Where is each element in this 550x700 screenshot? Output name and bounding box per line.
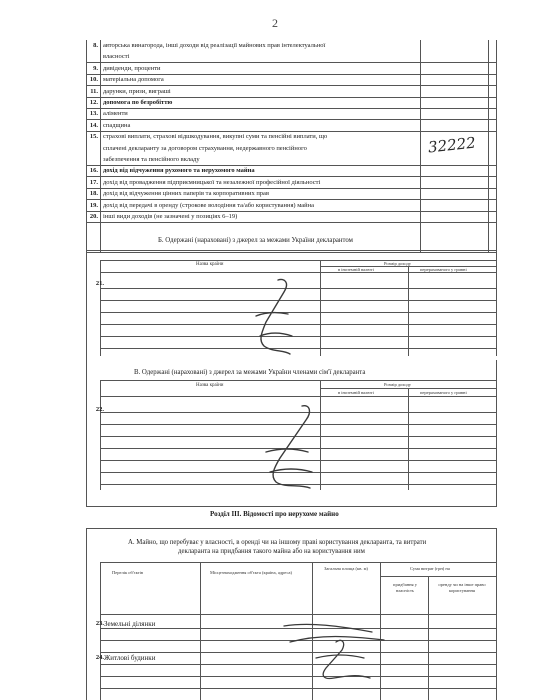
col-location-label: Місцезнаходження об'єкта (країна, адреса) [210,570,293,575]
grid-line [86,211,497,212]
section-b-title: Б. Одержані (нараховані) з джерел за межами України декларантом [158,237,353,244]
handwritten-income-value: 32222 [427,133,477,157]
grid-line [100,562,101,700]
row-number: 17. [89,178,98,186]
row-number: 11. [90,87,98,95]
grid-line [200,562,201,700]
page-number: 2 [272,16,278,30]
row-number: 10. [89,76,98,84]
income-row-label: власності [103,53,130,61]
row-number: 13. [89,110,98,118]
col-buy-label: придбання у власність [393,582,417,593]
grid-line [86,222,497,223]
income-row-label: спадщина [103,121,131,129]
col-country-label: Назва країни [196,383,224,388]
grid-line [408,266,409,356]
row-number: 15. [89,133,98,141]
income-row-label: дивіденди, проценти [103,64,161,72]
row-number: 18. [89,190,98,198]
section-separator [86,506,497,507]
col-received-label: в іноземній валюті [338,390,374,395]
grid-line [100,562,496,563]
grid-line [100,396,496,397]
grid-line [86,131,497,132]
strike-mark [280,612,400,684]
grid-line [100,260,101,356]
row-number: 20. [89,213,98,220]
section-v-title: В. Одержані (нараховані) з джерел за межами України членами сім'ї декларанта [134,369,366,376]
income-row-label: сплачені декларанту за договором страхування, недержавного пенсійного [103,144,307,152]
section-3-subtitle: декларанта на придбання такого майна або на користування ним [178,548,365,555]
row-number: 12. [89,99,98,106]
grid-line [86,176,497,177]
grid-line [86,188,497,189]
strike-mark [244,276,304,358]
grid-line [428,576,429,700]
column-divider-2 [420,40,421,252]
grid-line [496,250,497,356]
row-number: 9. [93,64,98,72]
income-row-label: дарунки, призи, виграші [103,87,171,95]
grid-line [408,388,409,490]
income-row-label: страхові виплати, страхові відшкодування, викупні суми та пенсійні виплати, що [103,133,328,141]
grid-line [320,260,321,356]
col-amount-label: Розмір доходу [384,382,411,387]
row-number: 8. [93,42,98,49]
section-separator [86,252,497,253]
grid-line [100,380,101,490]
property-row-label: Земельні ділянки [104,620,156,628]
col-amount-label: Розмір доходу [384,261,411,266]
grid-line [496,528,497,700]
col-received-label: в іноземній валюті [338,267,374,272]
property-row-label: Житлові будинки [104,654,156,662]
grid-line [100,688,496,689]
table-border-right [496,40,497,252]
grid-line [496,360,497,506]
grid-line [86,108,497,109]
row-number: 23. [95,620,104,627]
income-row-label: дохід від провадження підприємницької та незалежної професійної діяльності [103,178,321,186]
grid-line [100,380,496,381]
row-number: 16. [89,167,98,175]
grid-line [86,85,497,86]
grid-line [86,199,497,200]
row-number: 14. [89,121,98,129]
row-number: 24. [95,654,104,661]
income-row-label: забезпечення та пенсійного вкладу [103,156,200,163]
col-converted-label: перерахованого у гривні [420,267,467,272]
col-converted-label: перерахованого у гривні [420,390,467,395]
grid-line [86,250,497,251]
column-divider-3 [488,40,489,252]
income-row-label: матеріальна допомога [103,76,164,84]
col-object-label: Перелік об'єктів [112,570,144,575]
grid-line [86,250,87,360]
section-3-title: Розділ III. Відомості про нерухоме майно [210,510,339,518]
income-row-label: дохід від відчуження рухомого та нерухомого майна [103,167,255,175]
col-rent-label: оренду чи на інше право користування [438,582,486,593]
grid-line [86,528,87,700]
grid-line [86,62,497,63]
income-row-label: дохід від передачі в оренду (строкове володіння та/або користування) майна [103,201,315,209]
income-row-label: допомога по безробіттю [103,99,173,106]
income-row-label: дохід від відчуження цінних паперів та корпоративних прав [103,190,270,198]
row-number: 19. [89,201,98,209]
col-country-label: Назва країни [196,262,224,267]
income-row-label: авторська винагорода, інші доходи від реалізації майнових прав інтелектуальної [103,42,326,49]
grid-line [86,97,497,98]
income-row-label: інші види доходів (не зазначені у позиціях 6–19) [103,213,238,220]
column-divider-1 [100,40,101,252]
grid-line [86,360,87,506]
col-sum-label: Сума витрат (грн) на [410,566,450,571]
section-3-subtitle: А. Майно, що перебуває у власності, в оренді чи на іншому праві користування декларанта, та витрати [128,539,427,546]
income-row-label: аліменти [103,110,128,118]
row-number: 21. [95,280,104,287]
strike-mark [250,402,330,492]
grid-line [380,576,496,577]
col-area-label: Загальна площа (кв. м) [324,566,368,571]
grid-line [86,165,497,166]
grid-line [86,74,497,75]
row-number: 22. [95,406,104,413]
section-separator [86,528,497,529]
grid-line [100,260,496,261]
grid-line [86,119,497,120]
